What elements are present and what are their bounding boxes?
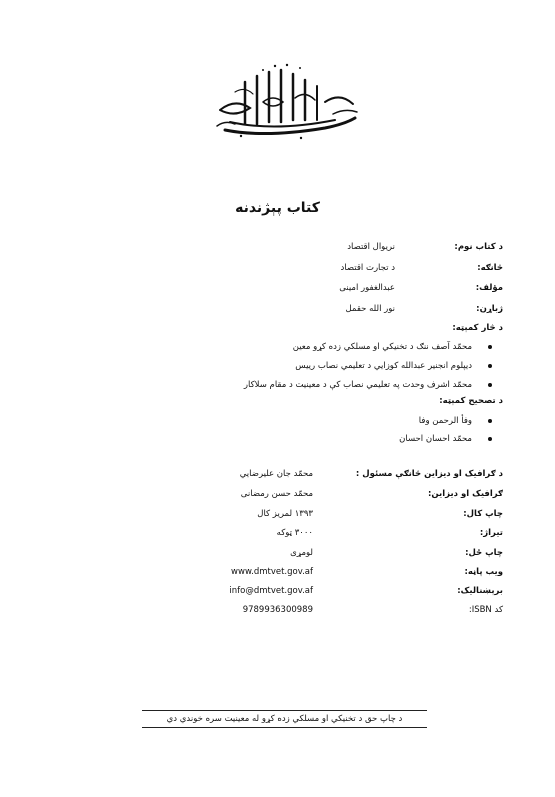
bullet-icon xyxy=(488,383,492,387)
bullet-icon xyxy=(488,364,492,368)
bullet-icon xyxy=(488,437,492,441)
list-item-text: محمّد اشرف وحدت په تعلیمي نصاب کې د معینیت د مقام سلاکار xyxy=(243,380,472,390)
label-translator: ژباړن: xyxy=(476,304,503,314)
page-title: کتاب پېژندنه xyxy=(235,200,320,216)
value-author: عبدالغفور امینی xyxy=(339,283,395,293)
value-book-name: نریوال اقتصاد xyxy=(347,242,395,252)
value-graphic-head: محمّد جان علیرضایي xyxy=(239,469,313,479)
bismillah-calligraphy xyxy=(205,62,365,144)
list-item-text: وفأ الرحمن وفا xyxy=(418,416,472,426)
value-translator: نور الله حقمل xyxy=(345,304,395,314)
value-isbn: 9789936300989 xyxy=(242,605,313,615)
list-item-review-2 xyxy=(295,359,492,373)
value-email: info@dmtvet.gov.af xyxy=(229,586,313,596)
label-edition: چاپ ځل: xyxy=(465,548,503,558)
label-department: څانګه: xyxy=(477,263,503,273)
label-review-committee: د څار کمېټه: xyxy=(452,323,503,333)
label-website: ویب پاڼه: xyxy=(464,567,503,577)
list-item-text: دیپلوم انجنیر عبدالله کوزایي د تعلیمي نصاب رییس xyxy=(295,361,472,371)
value-print-year: ۱۳۹۳ لمریز کال xyxy=(257,509,313,519)
list-item-review-3 xyxy=(244,378,492,392)
label-graphic-head: د ګرافیک او دیزاین څانګې مسئول : xyxy=(355,469,503,479)
value-circulation: ۳۰۰۰ ټوکه xyxy=(276,528,313,538)
label-email: برېښنالیک: xyxy=(457,586,503,596)
list-item-text: محمّد احسان احسان xyxy=(399,434,472,444)
list-item-correction-1 xyxy=(419,414,492,428)
list-item-text: محمّد آصف ننګ د تخنیکي او مسلکي زده کړو معین xyxy=(292,342,472,352)
value-website: www.dmtvet.gov.af xyxy=(231,567,313,577)
list-item-review-1 xyxy=(293,340,492,354)
label-graphic-design: ګرافیک او دیزاین: xyxy=(428,489,503,499)
label-print-year: چاپ کال: xyxy=(463,509,503,519)
value-edition: لومړی xyxy=(290,548,313,558)
value-graphic-design: محمّد حسن رمضانی xyxy=(240,489,313,499)
value-department: د تجارت اقتصاد xyxy=(340,263,395,273)
label-author: مؤلف: xyxy=(475,283,503,293)
label-circulation: تیراژ: xyxy=(479,528,503,538)
label-isbn: کد ISBN: xyxy=(468,605,503,615)
label-book-name: د کتاب نوم: xyxy=(454,242,503,252)
bullet-icon xyxy=(488,345,492,349)
bullet-icon xyxy=(488,419,492,423)
list-item-correction-2 xyxy=(399,432,492,446)
copyright-notice: د چاپ حق د تخنیکي او مسلکي زده کړو له معینیت سره خوندي دي xyxy=(142,710,427,728)
label-correction-committee: د تصحیح کمېټه: xyxy=(439,396,503,406)
